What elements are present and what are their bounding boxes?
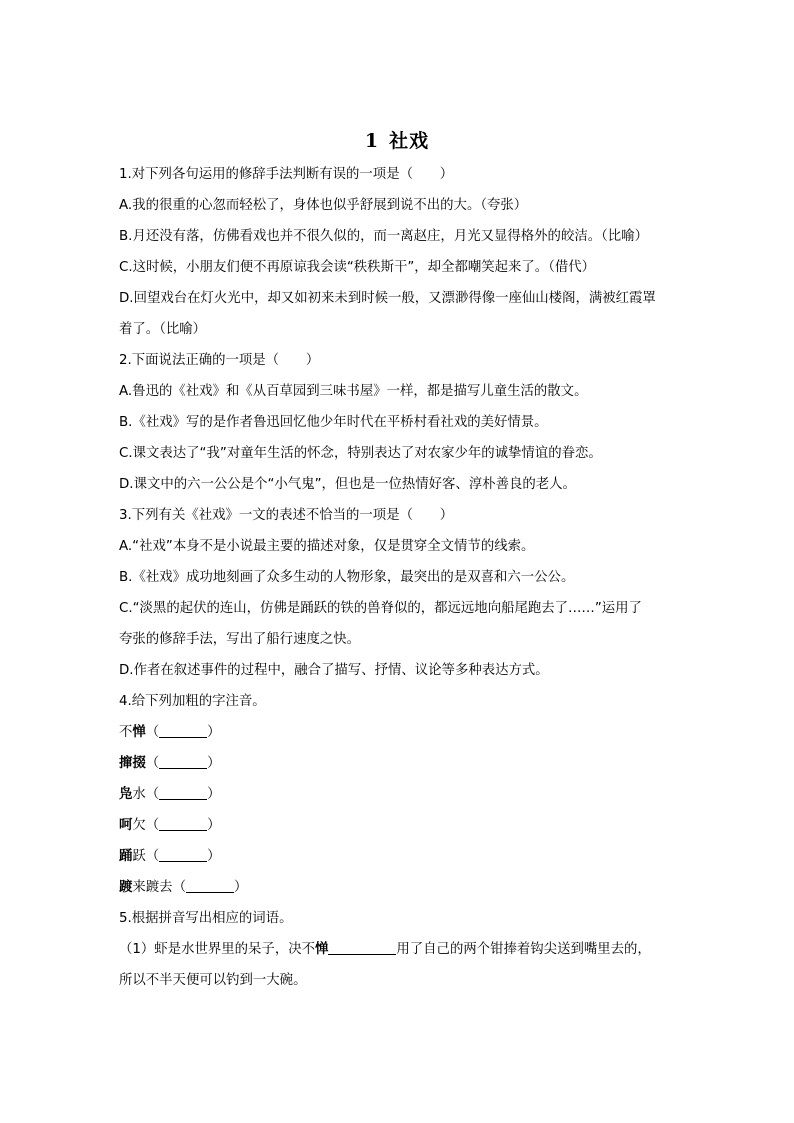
option-c: C.这时候，小朋友们便不再原谅我会读“秩秩斯干”，却全都嘲笑起来了。（借代）	[119, 260, 596, 275]
sentence-1: （1）虾是水世界里的呆子，决不惮 用了自己的两个钳捧着钩尖送到嘴里去的，	[119, 942, 651, 957]
option-c: C.“淡黑的起伏的连山，仿佛是踊跃的铁的兽脊似的，都远远地向船尾跑去了……”运用了	[119, 601, 642, 616]
question-stem: 2.下面说法正确的一项是（ ）	[119, 353, 320, 368]
bold-char: 惮	[315, 942, 329, 957]
page-title	[0, 126, 794, 153]
option-d-continued: 着了。（比喻）	[119, 322, 207, 337]
question-stem: 5.根据拼音写出相应的词语。	[119, 911, 293, 926]
pinyin-item: 不惮（ ）	[119, 725, 221, 740]
option-a: A.我的很重的心忽而轻松了，身体也似乎舒展到说不出的大。（夸张）	[119, 198, 528, 213]
option-d: D.课文中的六一公公是个“小气鬼”，但也是一位热情好客、淳朴善良的老人。	[119, 477, 576, 492]
question-stem: 4.给下列加粗的字注音。	[119, 694, 266, 709]
question-2	[119, 349, 679, 504]
question-stem: 1.对下列各句运用的修辞手法判断有误的一项是（ ）	[119, 167, 454, 182]
answer-blank[interactable]	[159, 816, 207, 831]
answer-blank[interactable]	[159, 723, 207, 738]
option-c-continued: 夸张的修辞手法，写出了船行速度之快。	[119, 632, 361, 647]
question-list	[119, 163, 679, 1000]
option-b: B.《社戏》写的是作者鲁迅回忆他少年时代在平桥村看社戏的美好情景。	[119, 415, 548, 430]
option-a: A.鲁迅的《社戏》和《从百草园到三味书屋》一样，都是描写儿童生活的散文。	[119, 384, 588, 399]
question-stem: 3.下列有关《社戏》一文的表述不恰当的一项是（ ）	[119, 508, 454, 523]
sentence-1-continued: 所以不半天便可以钓到一大碗。	[119, 973, 307, 988]
bold-char: 踊	[119, 849, 133, 864]
answer-blank[interactable]	[159, 847, 207, 862]
bold-char: 呵	[119, 818, 133, 833]
answer-blank[interactable]	[159, 785, 207, 800]
question-1	[119, 163, 679, 349]
option-b: B.月还没有落，仿佛看戏也并不很久似的，而一离赵庄，月光又显得格外的皎洁。（比喻）	[119, 229, 648, 244]
pinyin-item: 呵欠（ ）	[119, 818, 221, 833]
pinyin-item: 踱来踱去（ ）	[119, 880, 248, 895]
bold-char: 踱	[119, 880, 133, 895]
question-3	[119, 504, 679, 690]
answer-blank[interactable]	[328, 940, 396, 955]
option-c: C.课文表达了“我”对童年生活的怀念，特别表达了对农家少年的诚挚情谊的眷恋。	[119, 446, 602, 461]
title-number: 1	[364, 130, 380, 152]
option-d: D.作者在叙述事件的过程中，融合了描写、抒情、议论等多种表达方式。	[119, 663, 549, 678]
question-4	[119, 690, 679, 907]
option-a: A.“社戏”本身不是小说最主要的描述对象，仅是贯穿全文情节的线索。	[119, 539, 535, 554]
answer-blank[interactable]	[186, 878, 234, 893]
bold-char: 撺掇	[119, 756, 146, 771]
answer-blank[interactable]	[159, 754, 207, 769]
bold-char: 惮	[132, 725, 146, 740]
pinyin-item: 撺掇（ ）	[119, 756, 221, 771]
pinyin-item: 踊跃（ ）	[119, 849, 221, 864]
question-5	[119, 907, 679, 1000]
pinyin-item: 凫水（ ）	[119, 787, 221, 802]
bold-char: 凫	[119, 787, 133, 802]
title-text: 社戏	[389, 130, 430, 152]
option-d: D.回望戏台在灯火光中，却又如初来未到时候一般，又漂渺得像一座仙山楼阁，满被红霞罩	[119, 291, 656, 306]
option-b: B.《社戏》成功地刻画了众多生动的人物形象，最突出的是双喜和六一公公。	[119, 570, 575, 585]
